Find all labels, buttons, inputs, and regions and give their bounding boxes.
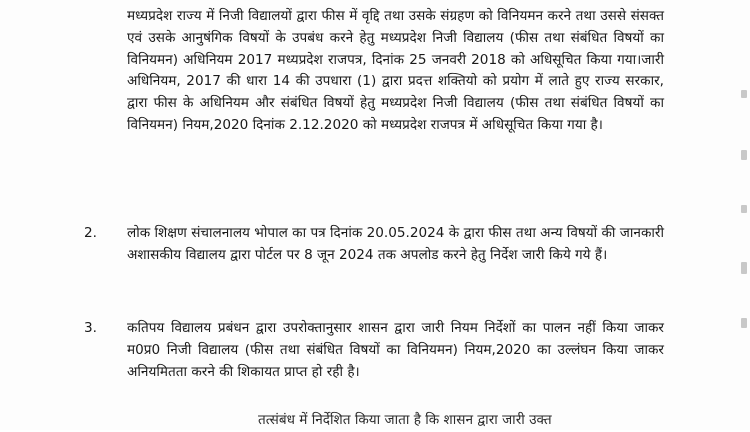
scan-edge-mark <box>741 90 747 98</box>
partial-next-line: तत्संबंध में निर्देशित किया जाता है कि शासन द्वारा जारी उक्त <box>258 412 552 428</box>
item-3-text: कतिपय विद्यालय प्रबंधन द्वारा उपरोक्तानुसार शासन द्वारा जारी नियम निर्देशों का पालन नहीं किया जाकर म0प्र0 निजी विद्यालय (फीस तथा संबंधित विषयों का विनियमन) नियम,2020 का उल्लंघन किया जाकर अनियमितता करने की शिकायत प्राप्त हो रही है। <box>127 320 664 380</box>
scan-edge-mark <box>741 262 747 274</box>
scan-edge-mark <box>741 150 747 160</box>
scan-edge-mark <box>741 318 747 328</box>
scan-edge-mark <box>741 205 747 213</box>
paragraph-1: मध्यप्रदेश राज्य में निजी विद्यालयों द्वारा फीस में वृद्दि तथा उसके संग्रहण को विनियमन करने तथा उससे संसक्त एवं उसके आनुषंगिक विषयों के उपबंध करने हेतु मध्यप्रदेश निजी विद्यालय (फीस तथा संबंधित विषयों का विनियमन) अधिनियम 2017 मध्यप्रदेश राजपत्र, दिनांक 25 जनवरी 2018 को अधिसूचित किया गया।जारी अधिनियम, 2017 की धारा 14 की उपधारा (1) द्वारा प्रदत्त शक्तियो को प्रयोग में लाते हुए राज्य सरकार, द्वारा फीस के अधिनियम और संबंधित विषयों हेतु मध्यप्रदेश निजी विद्यालय (फीस तथा संबंधित विषयों का विनियमन) नियम,2020 दिनांक 2.12.2020 को मध्यप्रदेश राजपत्र में अधिसूचित किया गया है। <box>127 8 664 133</box>
item-3-number: 3. <box>84 320 97 336</box>
item-2-text: लोक शिक्षण संचालनालय भोपाल का पत्र दिनांक 20.05.2024 के द्वारा फीस तथा अन्य विषयों की जानकारी अशासकीय विद्यालय द्वारा पोर्टल पर 8 जून 2024 तक अपलोड करने हेतु निर्देश जारी किये गये हैं। <box>127 225 664 263</box>
item-2-number: 2. <box>84 225 97 241</box>
